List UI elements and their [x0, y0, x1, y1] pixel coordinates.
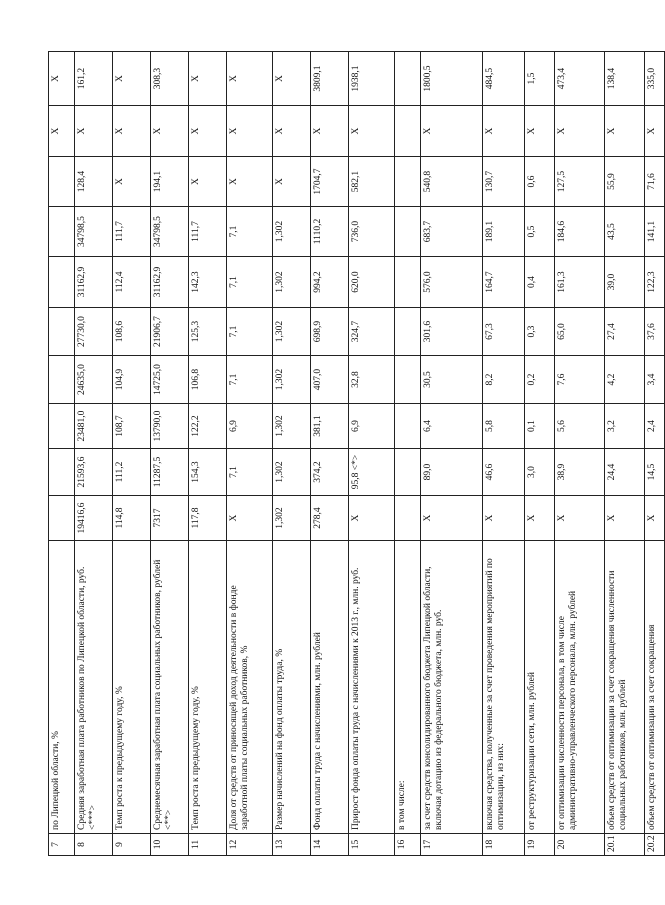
value-cell: 130,7: [483, 157, 525, 207]
row-label: Темп роста к предыдущему году, %: [113, 541, 151, 834]
value-cell: 576,0: [421, 257, 483, 308]
value-cell: X: [645, 496, 665, 541]
value-cell: X: [227, 496, 273, 541]
value-cell: X: [189, 157, 227, 207]
value-cell: [395, 52, 421, 106]
row-label: по Липецкой области, %: [49, 541, 75, 834]
value-cell: 111,7: [189, 207, 227, 257]
value-cell: [395, 404, 421, 449]
row-label: от реструктуризации сети, млн. рублей: [525, 541, 555, 834]
value-cell: [395, 106, 421, 157]
value-cell: 994,2: [311, 257, 349, 308]
value-cell: X: [75, 106, 113, 157]
value-cell: 0,1: [525, 404, 555, 449]
value-cell: 114,8: [113, 496, 151, 541]
value-cell: 698,9: [311, 308, 349, 356]
row-number: 18: [483, 834, 525, 856]
value-cell: 0,6: [525, 157, 555, 207]
value-cell: 21906,7: [151, 308, 189, 356]
value-cell: 34798,5: [151, 207, 189, 257]
row-label: в том числе:: [395, 541, 421, 834]
value-cell: X: [113, 52, 151, 106]
value-cell: 7,1: [227, 449, 273, 496]
value-cell: X: [483, 106, 525, 157]
value-cell: 1,302: [273, 207, 311, 257]
value-cell: 6,4: [421, 404, 483, 449]
row-label: включая средства, полученные за счет проведения мероприятий по оптимизации, из них:: [483, 541, 525, 834]
table-row: [421, 52, 483, 856]
row-number: 8: [75, 834, 113, 856]
value-cell: [49, 308, 75, 356]
value-cell: 7,1: [227, 308, 273, 356]
value-cell: X: [421, 106, 483, 157]
value-cell: [49, 496, 75, 541]
row-number: 13: [273, 834, 311, 856]
value-cell: X: [421, 496, 483, 541]
value-cell: X: [49, 106, 75, 157]
value-cell: 1,302: [273, 257, 311, 308]
row-label: объем средств от оптимизации за счет сокращения: [645, 541, 665, 834]
value-cell: 1800,5: [421, 52, 483, 106]
value-cell: 374,2: [311, 449, 349, 496]
value-cell: 112,4: [113, 257, 151, 308]
value-cell: [49, 404, 75, 449]
value-cell: 582,1: [349, 157, 395, 207]
value-cell: X: [555, 106, 605, 157]
value-cell: 0,2: [525, 356, 555, 404]
row-number: 10: [151, 834, 189, 856]
value-cell: 301,6: [421, 308, 483, 356]
value-cell: [49, 257, 75, 308]
value-cell: 127,5: [555, 157, 605, 207]
value-cell: 683,7: [421, 207, 483, 257]
value-cell: 117,8: [189, 496, 227, 541]
row-label: Прирост фонда оплаты труда с начислениями к 2013 г., млн. руб.: [349, 541, 395, 834]
value-cell: 736,0: [349, 207, 395, 257]
row-number: 9: [113, 834, 151, 856]
table-body: [49, 52, 665, 856]
table-row: [49, 52, 75, 856]
value-cell: X: [49, 52, 75, 106]
value-cell: [395, 308, 421, 356]
value-cell: 473,4: [555, 52, 605, 106]
value-cell: 111,2: [113, 449, 151, 496]
value-cell: 1110,2: [311, 207, 349, 257]
table-row: [75, 52, 113, 856]
value-cell: [395, 207, 421, 257]
value-cell: 138,4: [605, 52, 645, 106]
value-cell: 34798,5: [75, 207, 113, 257]
row-label: Фонд оплаты труда с начислениями, млн. рублей: [311, 541, 349, 834]
value-cell: X: [273, 52, 311, 106]
row-label: за счет средств консолидированного бюджета Липецкой области, включая дотацию из федерального бюджета, млн. руб.: [421, 541, 483, 834]
value-cell: [49, 157, 75, 207]
indicator-table: [48, 51, 665, 856]
row-label: Среднемесячная заработная плата социальных работников, рублей <**>: [151, 541, 189, 834]
table-row: [605, 52, 645, 856]
value-cell: 1938,1: [349, 52, 395, 106]
value-cell: 1,302: [273, 449, 311, 496]
table-row: [189, 52, 227, 856]
value-cell: X: [113, 106, 151, 157]
value-cell: X: [483, 496, 525, 541]
value-cell: 7,6: [555, 356, 605, 404]
value-cell: 8,2: [483, 356, 525, 404]
value-cell: X: [227, 52, 273, 106]
value-cell: X: [311, 106, 349, 157]
value-cell: 1,302: [273, 404, 311, 449]
value-cell: [49, 449, 75, 496]
value-cell: X: [113, 157, 151, 207]
value-cell: 67,3: [483, 308, 525, 356]
row-number: 7: [49, 834, 75, 856]
value-cell: 194,1: [151, 157, 189, 207]
value-cell: X: [349, 106, 395, 157]
value-cell: [395, 496, 421, 541]
value-cell: 308,3: [151, 52, 189, 106]
value-cell: 38,9: [555, 449, 605, 496]
row-number: 17: [421, 834, 483, 856]
value-cell: X: [227, 106, 273, 157]
value-cell: 4,2: [605, 356, 645, 404]
table-row: [555, 52, 605, 856]
row-number: 19: [525, 834, 555, 856]
value-cell: 27,4: [605, 308, 645, 356]
value-cell: 3,4: [645, 356, 665, 404]
value-cell: 65,0: [555, 308, 605, 356]
value-cell: 46,6: [483, 449, 525, 496]
value-cell: 1,5: [525, 52, 555, 106]
value-cell: 39,0: [605, 257, 645, 308]
value-cell: X: [151, 106, 189, 157]
row-number: 15: [349, 834, 395, 856]
value-cell: [395, 356, 421, 404]
value-cell: [395, 257, 421, 308]
table-row: [273, 52, 311, 856]
value-cell: 37,6: [645, 308, 665, 356]
value-cell: 324,7: [349, 308, 395, 356]
value-cell: 0,5: [525, 207, 555, 257]
value-cell: 161,2: [75, 52, 113, 106]
value-cell: X: [189, 52, 227, 106]
value-cell: 154,3: [189, 449, 227, 496]
value-cell: 71,6: [645, 157, 665, 207]
value-cell: 3809,1: [311, 52, 349, 106]
value-cell: 6,9: [349, 404, 395, 449]
value-cell: 620,0: [349, 257, 395, 308]
value-cell: 43,5: [605, 207, 645, 257]
value-cell: 1,302: [273, 356, 311, 404]
value-cell: X: [525, 106, 555, 157]
value-cell: 141,1: [645, 207, 665, 257]
value-cell: 108,7: [113, 404, 151, 449]
row-number: 12: [227, 834, 273, 856]
value-cell: 484,5: [483, 52, 525, 106]
table-row: [113, 52, 151, 856]
value-cell: 125,3: [189, 308, 227, 356]
value-cell: 11287,5: [151, 449, 189, 496]
row-number: 16: [395, 834, 421, 856]
value-cell: 1704,7: [311, 157, 349, 207]
value-cell: 89,0: [421, 449, 483, 496]
table-row: [483, 52, 525, 856]
value-cell: 6,9: [227, 404, 273, 449]
value-cell: 128,4: [75, 157, 113, 207]
value-cell: 104,9: [113, 356, 151, 404]
value-cell: 32,8: [349, 356, 395, 404]
value-cell: X: [273, 106, 311, 157]
value-cell: 189,1: [483, 207, 525, 257]
value-cell: 31162,9: [75, 257, 113, 308]
value-cell: 1,302: [273, 308, 311, 356]
value-cell: X: [349, 496, 395, 541]
value-cell: 278,4: [311, 496, 349, 541]
value-cell: 161,3: [555, 257, 605, 308]
value-cell: 0,4: [525, 257, 555, 308]
value-cell: 30,5: [421, 356, 483, 404]
value-cell: 24,4: [605, 449, 645, 496]
row-number: 20.2: [645, 834, 665, 856]
value-cell: [395, 157, 421, 207]
value-cell: 3,0: [525, 449, 555, 496]
row-label: Средняя заработная плата работников по Липецкой области, руб. <***>: [75, 541, 113, 834]
value-cell: 7317: [151, 496, 189, 541]
row-label: Доля от средств от приносящей доход деятельности в фонде заработной платы социальных работников, %: [227, 541, 273, 834]
value-cell: 3,2: [605, 404, 645, 449]
value-cell: 7,1: [227, 356, 273, 404]
value-cell: 111,7: [113, 207, 151, 257]
row-number: 20: [555, 834, 605, 856]
value-cell: X: [605, 496, 645, 541]
value-cell: 19416,6: [75, 496, 113, 541]
value-cell: 95,8 <*>: [349, 449, 395, 496]
value-cell: X: [605, 106, 645, 157]
value-cell: 106,8: [189, 356, 227, 404]
value-cell: X: [645, 106, 665, 157]
value-cell: 108,6: [113, 308, 151, 356]
value-cell: 14,5: [645, 449, 665, 496]
value-cell: X: [273, 157, 311, 207]
value-cell: 21593,6: [75, 449, 113, 496]
value-cell: 142,3: [189, 257, 227, 308]
value-cell: 7,1: [227, 207, 273, 257]
value-cell: X: [189, 106, 227, 157]
value-cell: 335,0: [645, 52, 665, 106]
row-label: Темп роста к предыдущему году, %: [189, 541, 227, 834]
row-label: объем средств от оптимизации за счет сокращения численности социальных работников, млн. рублей: [605, 541, 645, 834]
table-row: [227, 52, 273, 856]
value-cell: 407,0: [311, 356, 349, 404]
value-cell: 122,2: [189, 404, 227, 449]
table-row: [349, 52, 395, 856]
value-cell: 122,3: [645, 257, 665, 308]
value-cell: 24635,0: [75, 356, 113, 404]
value-cell: [49, 356, 75, 404]
value-cell: 184,6: [555, 207, 605, 257]
value-cell: 5,8: [483, 404, 525, 449]
table-row: [151, 52, 189, 856]
value-cell: X: [525, 496, 555, 541]
value-cell: 164,7: [483, 257, 525, 308]
value-cell: 2,4: [645, 404, 665, 449]
table-row: [311, 52, 349, 856]
table-row: [525, 52, 555, 856]
value-cell: 5,6: [555, 404, 605, 449]
row-number: 11: [189, 834, 227, 856]
value-cell: 31162,9: [151, 257, 189, 308]
row-label: от оптимизации численности персонала, в том числе административно-управленческого персонала, млн. рублей: [555, 541, 605, 834]
value-cell: X: [555, 496, 605, 541]
value-cell: 0,3: [525, 308, 555, 356]
table-row: [395, 52, 421, 856]
value-cell: 1,302: [273, 496, 311, 541]
value-cell: [395, 449, 421, 496]
table-row: [645, 52, 665, 856]
value-cell: 23481,0: [75, 404, 113, 449]
value-cell: X: [227, 157, 273, 207]
value-cell: 55,9: [605, 157, 645, 207]
value-cell: 14725,0: [151, 356, 189, 404]
rotated-table-wrapper: [48, 52, 657, 856]
value-cell: [49, 207, 75, 257]
row-label: Размер начислений на фонд оплаты труда, %: [273, 541, 311, 834]
row-number: 20.1: [605, 834, 645, 856]
value-cell: 540,8: [421, 157, 483, 207]
value-cell: 381,1: [311, 404, 349, 449]
value-cell: 27730,0: [75, 308, 113, 356]
value-cell: 7,1: [227, 257, 273, 308]
row-number: 14: [311, 834, 349, 856]
value-cell: 13790,0: [151, 404, 189, 449]
